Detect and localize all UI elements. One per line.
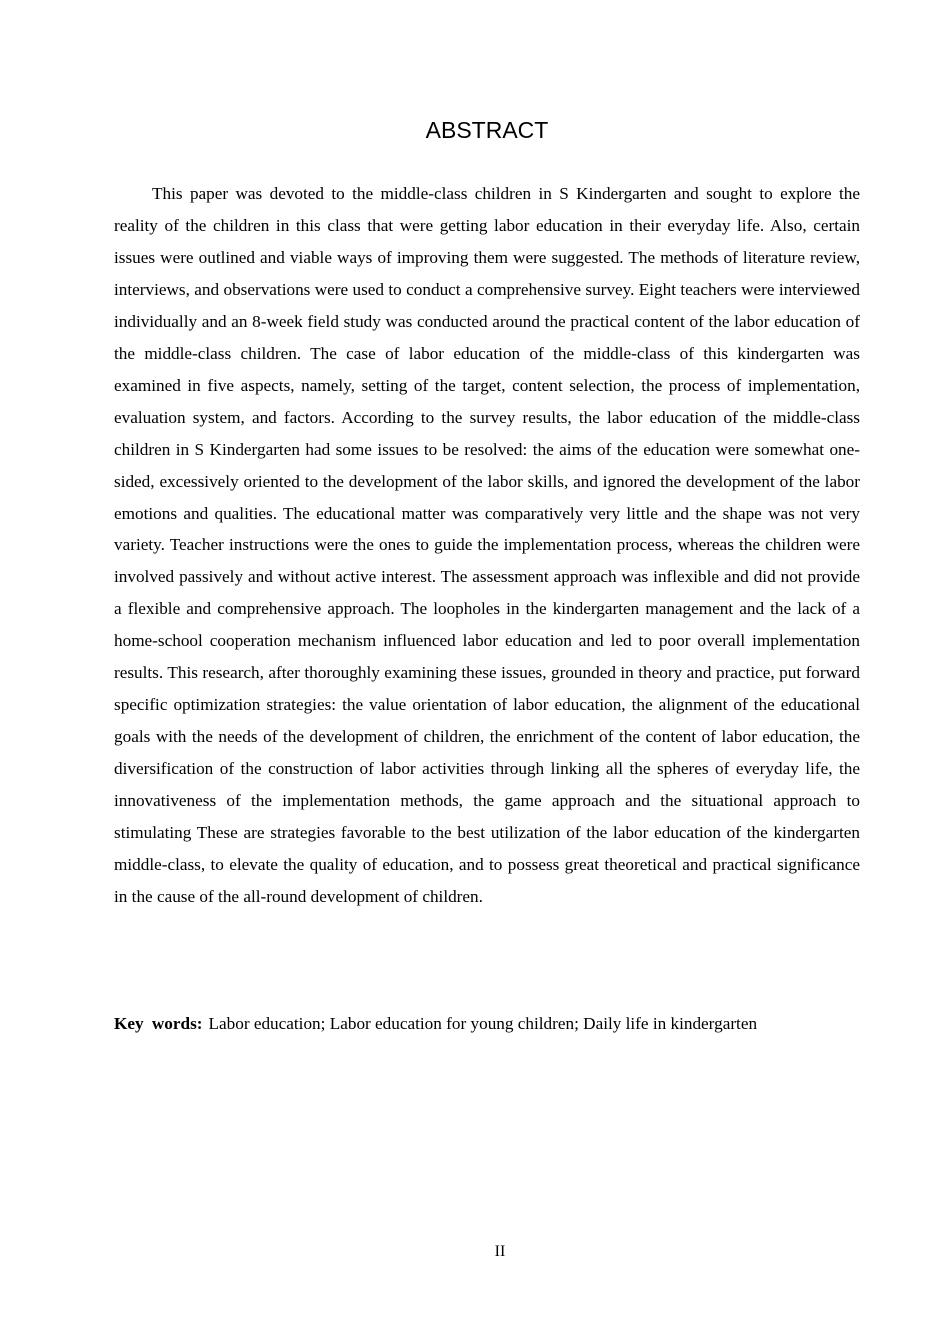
keywords-label: Key words: <box>114 1014 203 1033</box>
abstract-title: ABSTRACT <box>425 117 549 143</box>
page-number: II <box>494 1243 506 1260</box>
abstract-body: This paper was devoted to the middle-class children in S Kindergarten and sought to explore the reality of the children in this class that were getting labor education in their everyday life. Also, certain issues were outlined and viable ways of improving them were suggested. The methods of literature review, interviews, and observations were used to conduct a comprehensive survey. Eight teachers were interviewed individually and an 8-week field study was conducted around the practical content of the labor education of the middle-class children. The case of labor education of the middle-class of this kindergarten was examined in five aspects, namely, setting of the target, content selection, the process of implementation, evaluation system, and factors. According to the survey results, the labor education of the middle-class children in S Kindergarten had some issues to be resolved: the aims of the education were somewhat one-sided, excessively oriented to the development of the labor skills, and ignored the development of the labor emotions and qualities. The educational matter was comparatively very little and the shape was not very variety. Teacher instructions were the ones to guide the implementation process, whereas the children were involved passively and without active interest. The assessment approach was inflexible and did not provide a flexible and comprehensive approach. The loopholes in the kindergarten management and the lack of a home-school cooperation mechanism influenced labor education and led to poor overall implementation results. This research, after thoroughly examining these issues, grounded in theory and practice, put forward specific optimization strategies: the value orientation of labor education, the alignment of the educational goals with the needs of the development of children, the enrichment of the content of labor education, the diversification of the construction of labor activities through linking all the spheres of everyday life, the innovativeness of the implementation methods, the game approach and the situational approach to stimulating These are strategies favorable to the best utilization of the labor education of the kindergarten middle-class, to elevate the quality of education, and to possess great theoretical and practical significance in the cause of the all-round development of children. <box>114 184 860 906</box>
keywords-line <box>114 1008 874 1040</box>
keywords-text: Labor education; Labor education for young children; Daily life in kindergarten <box>208 1014 758 1033</box>
